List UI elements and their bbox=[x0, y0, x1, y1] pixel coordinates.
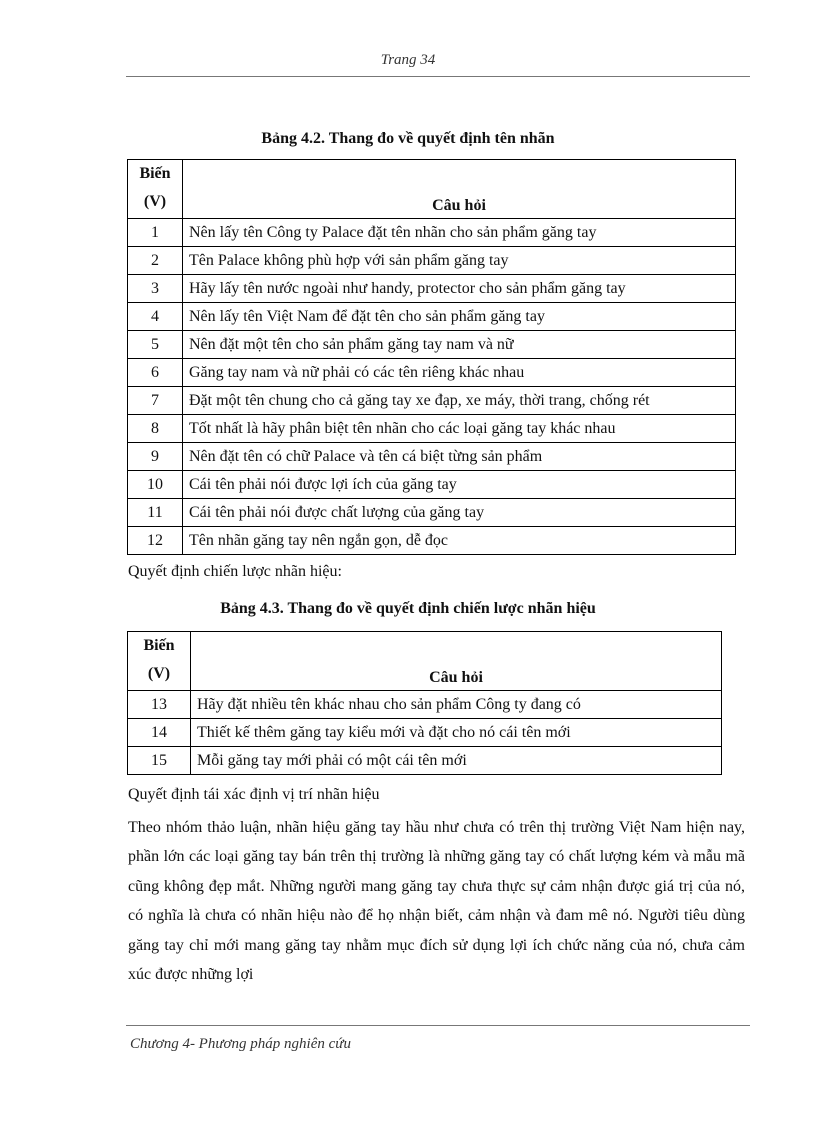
table-row bbox=[128, 275, 736, 303]
row-question: Thiết kế thêm găng tay kiểu mới và đặt cho nó cái tên mới bbox=[191, 719, 722, 747]
row-number: 13 bbox=[128, 691, 191, 719]
table-row bbox=[128, 415, 736, 443]
table-caption: Bảng 4.2. Thang đo về quyết định tên nhãn bbox=[261, 130, 555, 147]
table-header-row bbox=[128, 160, 736, 219]
row-question: Nên đặt tên có chữ Palace và tên cá biệt từng sản phẩm bbox=[183, 443, 736, 471]
row-question: Nên đặt một tên cho sản phẩm găng tay nam và nữ bbox=[183, 331, 736, 359]
footer-rule bbox=[126, 1025, 750, 1026]
header-variable-cell bbox=[128, 160, 183, 219]
row-number: 5 bbox=[128, 331, 183, 359]
row-number: 11 bbox=[128, 499, 183, 527]
header-variable-label: Biến bbox=[143, 637, 175, 654]
row-number: 6 bbox=[128, 359, 183, 387]
table-row bbox=[128, 443, 736, 471]
table-row bbox=[128, 359, 736, 387]
row-number: 8 bbox=[128, 415, 183, 443]
table-row bbox=[128, 247, 736, 275]
row-number: 7 bbox=[128, 387, 183, 415]
row-question: Tốt nhất là hãy phân biệt tên nhãn cho các loại găng tay khác nhau bbox=[183, 415, 736, 443]
row-number: 14 bbox=[128, 719, 191, 747]
header-variable-unit: (V) bbox=[143, 193, 167, 210]
row-question: Cái tên phải nói được lợi ích của găng tay bbox=[183, 471, 736, 499]
header-variable-cell bbox=[128, 632, 191, 691]
table-row bbox=[128, 331, 736, 359]
table-row bbox=[128, 387, 736, 415]
table-row bbox=[128, 303, 736, 331]
table-row bbox=[128, 219, 736, 247]
row-question: Đặt một tên chung cho cả găng tay xe đạp, xe máy, thời trang, chống rét bbox=[183, 387, 736, 415]
table-row bbox=[128, 499, 736, 527]
brand-strategy-table bbox=[127, 631, 722, 775]
row-question: Hãy đặt nhiều tên khác nhau cho sản phẩm Công ty đang có bbox=[191, 691, 722, 719]
row-question: Tên nhãn găng tay nên ngắn gọn, dễ đọc bbox=[183, 527, 736, 555]
row-question: Hãy lấy tên nước ngoài như handy, protector cho sản phẩm găng tay bbox=[183, 275, 736, 303]
table-row bbox=[128, 471, 736, 499]
header-variable-label: Biến bbox=[139, 165, 171, 182]
table-row bbox=[128, 747, 722, 775]
header-rule bbox=[126, 76, 750, 77]
body-paragraph: Theo nhóm thảo luận, nhãn hiệu găng tay hầu như chưa có trên thị trường Việt Nam hiện nay, phần lớn các loại găng tay bán trên thị trường là những găng tay có chất lượng kém và mẫu mã cũng không đẹp mắt. Những người mang găng tay chưa thực sự cảm nhận được giá trị của nó, có nghĩa là chưa có nhãn hiệu nào để họ nhận biết, cảm nhận và đam mê nó. Người tiêu dùng găng tay chỉ mới mang găng tay nhằm mục đích sử dụng lợi ích chức năng của nó, chưa cảm xúc được những lợi bbox=[128, 819, 745, 984]
table-header-row bbox=[128, 632, 722, 691]
row-number: 10 bbox=[128, 471, 183, 499]
table-caption: Bảng 4.3. Thang đo về quyết định chiến lược nhãn hiệu bbox=[220, 600, 596, 617]
row-question: Găng tay nam và nữ phải có các tên riêng khác nhau bbox=[183, 359, 736, 387]
header-question-cell: Câu hỏi bbox=[191, 632, 722, 691]
row-number: 9 bbox=[128, 443, 183, 471]
row-question: Nên lấy tên Công ty Palace đặt tên nhãn cho sản phẩm găng tay bbox=[183, 219, 736, 247]
name-decision-table bbox=[127, 159, 736, 555]
header-variable-unit: (V) bbox=[147, 665, 171, 682]
section-line-reposition: Quyết định tái xác định vị trí nhãn hiệu bbox=[128, 786, 380, 803]
row-question: Tên Palace không phù hợp với sản phẩm găng tay bbox=[183, 247, 736, 275]
row-number: 3 bbox=[128, 275, 183, 303]
row-number: 4 bbox=[128, 303, 183, 331]
row-number: 1 bbox=[128, 219, 183, 247]
table-row bbox=[128, 691, 722, 719]
row-question: Cái tên phải nói được chất lượng của găng tay bbox=[183, 499, 736, 527]
row-number: 15 bbox=[128, 747, 191, 775]
header-question-cell: Câu hỏi bbox=[183, 160, 736, 219]
row-number: 2 bbox=[128, 247, 183, 275]
table-row bbox=[128, 527, 736, 555]
page-header: Trang 34 bbox=[380, 52, 436, 68]
row-question: Nên lấy tên Việt Nam để đặt tên cho sản phẩm găng tay bbox=[183, 303, 736, 331]
row-number: 12 bbox=[128, 527, 183, 555]
section-line-strategy: Quyết định chiến lược nhãn hiệu: bbox=[128, 563, 342, 580]
row-question: Mỗi găng tay mới phải có một cái tên mới bbox=[191, 747, 722, 775]
page-footer: Chương 4- Phương pháp nghiên cứu bbox=[130, 1036, 351, 1052]
table-row bbox=[128, 719, 722, 747]
